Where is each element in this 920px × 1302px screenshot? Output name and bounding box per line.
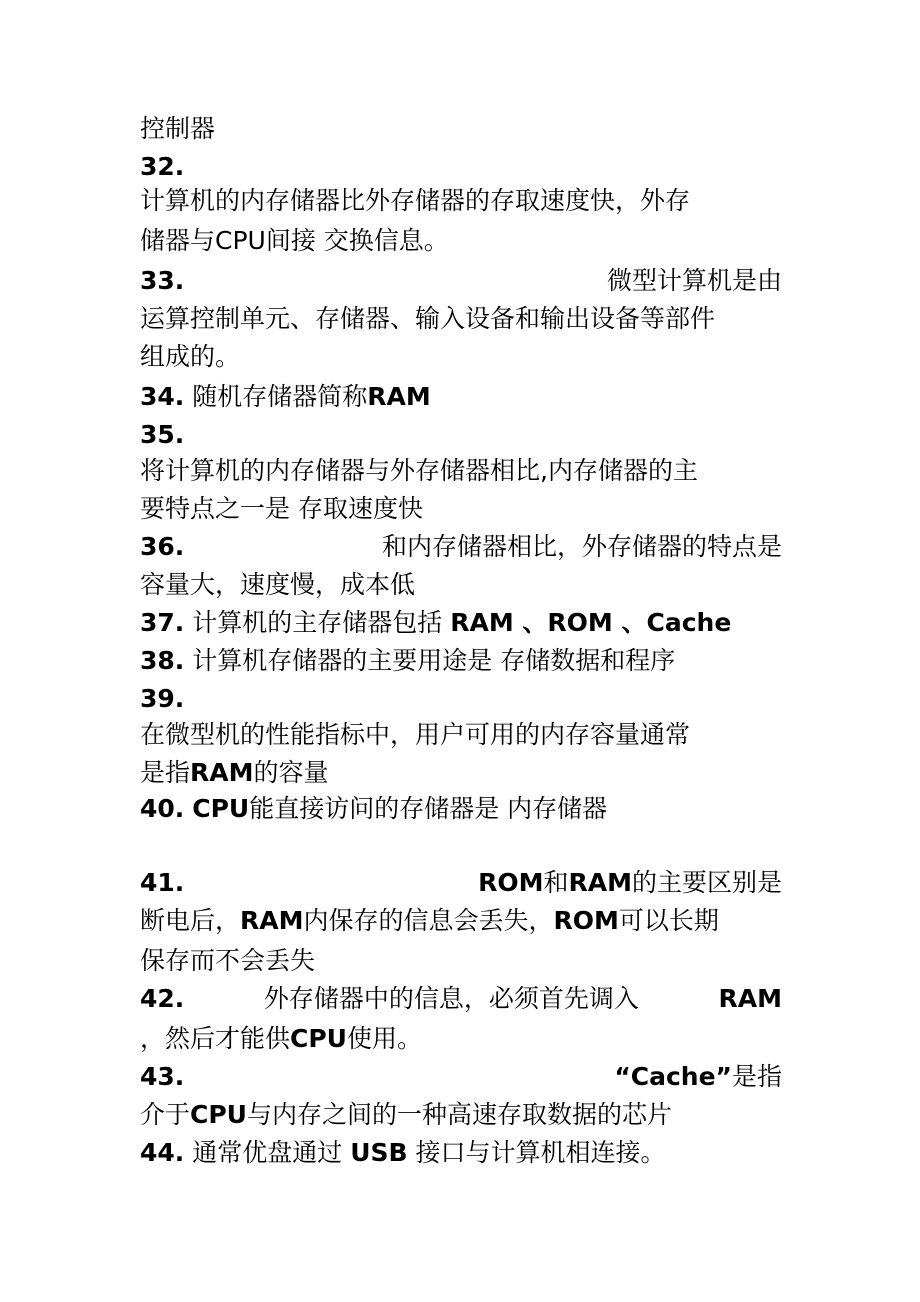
line-text: 的主要区别是 [631, 868, 782, 897]
line-text: 要特点之一是 存取速度快 [140, 494, 423, 523]
line-text: 介于 [140, 1100, 191, 1129]
line-text: 是指 [140, 758, 191, 787]
question-number: 35. [140, 420, 185, 449]
line-text: 可以长期 [618, 906, 719, 935]
question-43-line [140, 1058, 782, 1096]
term-cpu: CPU [190, 1100, 247, 1129]
question-number: 33. [140, 266, 185, 295]
term-ram: RAM [240, 906, 304, 935]
question-36-line [140, 528, 782, 566]
text-line [140, 338, 782, 376]
line-text: 的容量 [253, 758, 329, 787]
question-number: 42. [140, 984, 185, 1013]
text-line [140, 222, 782, 260]
question-number: 36. [140, 532, 185, 561]
question-41-line [140, 864, 782, 902]
question-number-32 [140, 148, 782, 186]
term-rom: ROM [553, 906, 619, 935]
text-line [140, 490, 782, 528]
term-ram: RAM [190, 758, 254, 787]
line-text: 外存储器中的信息，必须首先调入 [263, 984, 639, 1013]
text-line [140, 1020, 782, 1058]
text-line [140, 110, 782, 148]
text-line [140, 452, 782, 490]
line-text: 组成的。 [140, 342, 241, 371]
line-text: 使用。 [347, 1024, 423, 1053]
line-text: 储器与CPU间接 交换信息。 [140, 226, 449, 255]
line-text: 控制器 [140, 114, 216, 143]
line-text: 将计算机的内存储器与外存储器相比,内存储器的主 [140, 456, 698, 485]
term-ram: RAM [568, 868, 632, 897]
term-cpu: CPU [290, 1024, 347, 1053]
line-text: 是指 [731, 1062, 782, 1091]
term-ram: RAM [367, 382, 431, 411]
question-number: 43. [140, 1062, 185, 1091]
memory-types: RAM 、ROM 、Cache [450, 608, 732, 637]
text-line [140, 182, 782, 220]
question-number: 44. [140, 1138, 185, 1167]
term-ram: RAM [718, 984, 782, 1013]
line-text: 与内存之间的一种高速存取数据的芯片 [247, 1100, 673, 1129]
question-number-35 [140, 416, 782, 454]
text-line [140, 902, 782, 940]
question-number: 37. [140, 608, 185, 637]
question-42-line [140, 980, 782, 1018]
line-text: 接口与计算机相连接。 [415, 1138, 666, 1167]
line-text: 微型计算机是由 [606, 266, 782, 295]
line-text: 和内存储器相比，外存储器的特点是 [381, 532, 782, 561]
text-line [140, 300, 782, 338]
line-text: 能直接访问的存储器是 内存储器 [249, 794, 608, 823]
question-number-39 [140, 680, 782, 718]
question-number: 40. [140, 794, 185, 823]
line-text: 计算机的主存储器包括 [192, 608, 443, 637]
question-number: 38. [140, 646, 185, 675]
term-cpu: CPU [192, 794, 250, 823]
line-text: 计算机的内存储器比外存储器的存取速度快，外存 [140, 186, 691, 215]
line-right [478, 864, 782, 902]
line-text: 运算控制单元、存储器、输入设备和输出设备等部件 [140, 304, 716, 333]
text-line [140, 566, 782, 604]
line-text: 在微型机的性能指标中，用户可用的内存容量通常 [140, 720, 691, 749]
line-text: 保存而不会丢失 [140, 946, 316, 975]
text-line [140, 1096, 782, 1134]
question-44-line [140, 1134, 782, 1172]
line-text: 通常优盘通过 [192, 1138, 343, 1167]
question-number: 41. [140, 868, 185, 897]
line-text: ，然后才能供 [140, 1024, 291, 1053]
question-number: 34. [140, 382, 185, 411]
line-right [614, 1058, 782, 1096]
term-usb: USB [350, 1138, 408, 1167]
line-text: 容量大，速度慢，成本低 [140, 570, 416, 599]
question-40-line [140, 790, 782, 828]
text-line [140, 716, 782, 754]
text-line [140, 942, 782, 980]
line-text: 断电后， [140, 906, 241, 935]
line-text: 随机存储器简称 [192, 382, 368, 411]
question-number: 32. [140, 152, 185, 181]
term-cache: “Cache” [614, 1062, 732, 1091]
question-38-line [140, 642, 782, 680]
line-text: 和 [543, 868, 569, 897]
question-number: 39. [140, 684, 185, 713]
question-37-line [140, 604, 782, 642]
line-text: 内保存的信息会丢失， [303, 906, 554, 935]
text-line [140, 754, 782, 792]
term-rom: ROM [478, 868, 544, 897]
question-34-line [140, 378, 782, 416]
line-text: 计算机存储器的主要用途是 存储数据和程序 [192, 646, 676, 675]
question-33-line [140, 262, 782, 300]
